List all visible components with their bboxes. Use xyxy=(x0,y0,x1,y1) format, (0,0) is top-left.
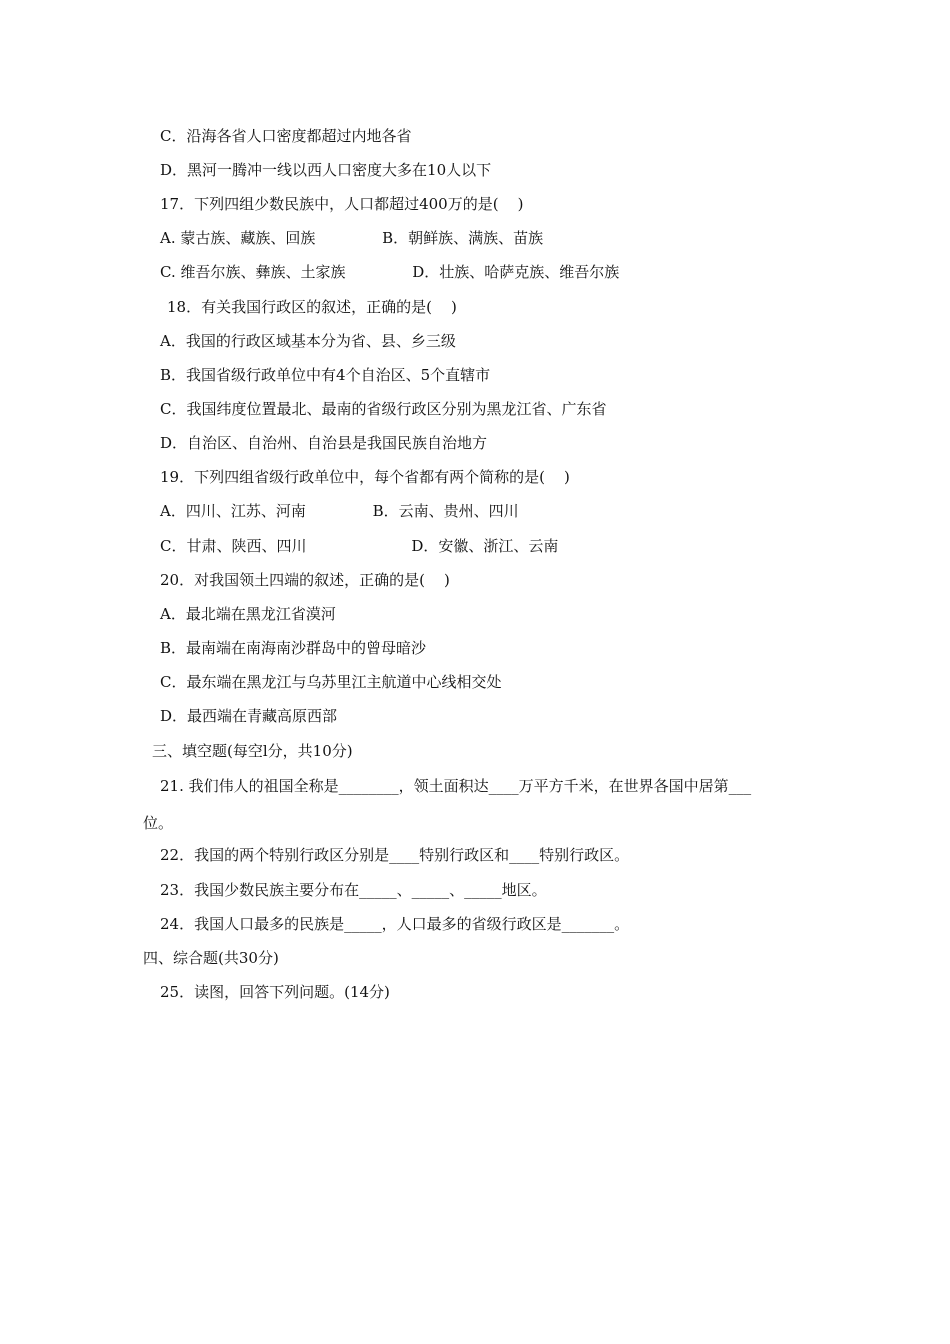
option-16c: C．沿海各省人口密度都超过内地各省 xyxy=(160,127,412,145)
options-19-ab: A．四川、江苏、河南 B．云南、贵州、四川 xyxy=(160,502,519,520)
option-20b: B．最南端在南海南沙群岛中的曾母暗沙 xyxy=(160,639,427,657)
question-18: 18．有关我国行政区的叙述，正确的是( ) xyxy=(167,298,457,316)
option-18c: C．我国纬度位置最北、最南的省级行政区分别为黑龙江省、广东省 xyxy=(160,400,607,418)
option-18b: B．我国省级行政单位中有4个自治区、5个直辖市 xyxy=(160,366,491,384)
question-19: 19．下列四组省级行政单位中，每个省都有两个简称的是( ) xyxy=(160,468,570,486)
option-18a: A．我国的行政区域基本分为省、县、乡三级 xyxy=(160,332,456,350)
section-3-heading: 三、填空题(每空l分，共10分) xyxy=(152,742,353,760)
question-17: 17．下列四组少数民族中，人口都超过400万的是( ) xyxy=(160,195,524,213)
question-24: 24．我国人口最多的民族是_____，人口最多的省级行政区是_______。 xyxy=(160,915,630,933)
question-23: 23．我国少数民族主要分布在_____、_____、_____地区。 xyxy=(160,881,547,899)
option-16d: D．黑河一腾冲一线以西人口密度大多在10人以下 xyxy=(160,161,492,179)
options-19-cd: C．甘肃、陕西、四川 D．安徽、浙江、云南 xyxy=(160,537,559,555)
section-4-heading: 四、综合题(共30分) xyxy=(143,949,279,967)
option-18d: D．自治区、自治州、自治县是我国民族自治地方 xyxy=(160,434,488,452)
option-20d: D．最西端在青藏高原西部 xyxy=(160,707,338,725)
options-17-cd: C. 维吾尔族、彝族、土家族 D．壮族、哈萨克族、维吾尔族 xyxy=(160,263,620,281)
question-25: 25．读图，回答下列问题。(14分) xyxy=(160,983,390,1001)
options-17-ab: A. 蒙古族、藏族、回族 B．朝鲜族、满族、苗族 xyxy=(160,229,544,247)
question-20: 20．对我国领土四端的叙述，正确的是( ) xyxy=(160,571,450,589)
option-20a: A．最北端在黑龙江省漠河 xyxy=(160,605,336,623)
question-22: 22．我国的两个特别行政区分别是____特别行政区和____特别行政区。 xyxy=(160,846,630,864)
option-20c: C．最东端在黑龙江与乌苏里江主航道中心线相交处 xyxy=(160,673,502,691)
question-21: 21. 我们伟人的祖国全称是________，领土面积达____万平方千米，在世界各国中居第___ xyxy=(160,777,752,795)
question-21-continued: 位。 xyxy=(143,814,174,832)
